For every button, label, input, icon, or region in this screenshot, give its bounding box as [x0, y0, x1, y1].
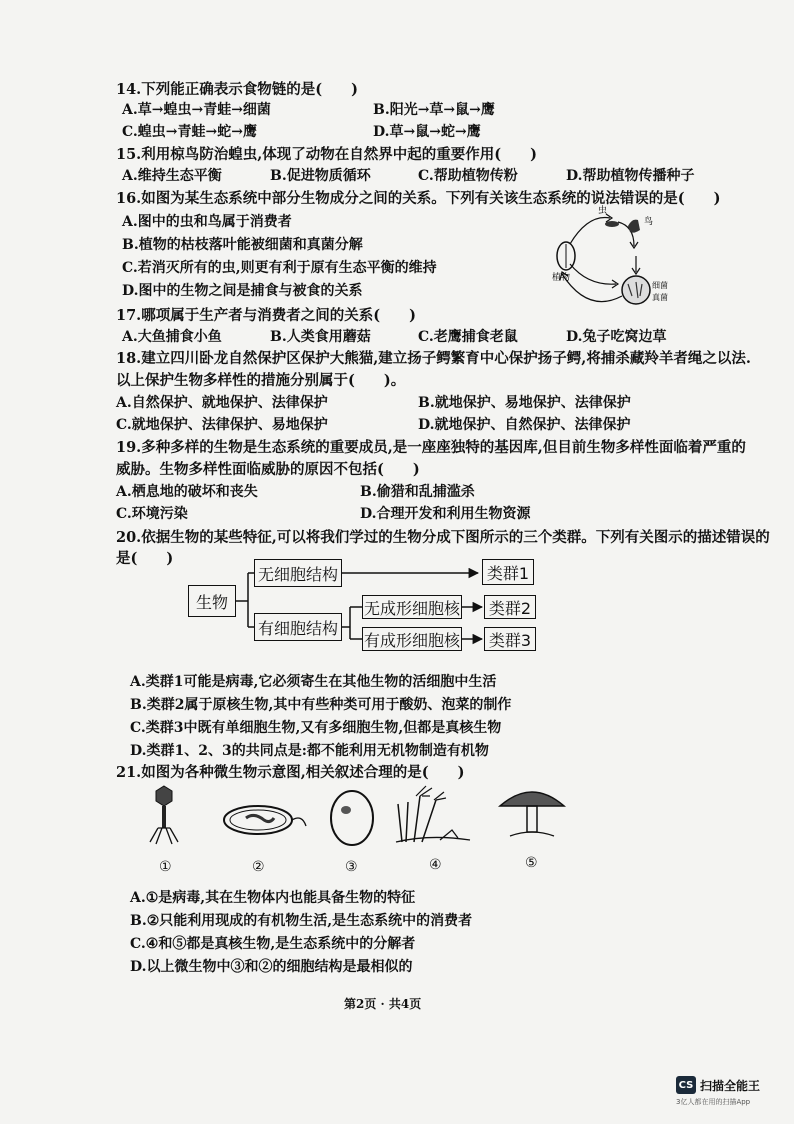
q15-option-d: D.帮助植物传播种子: [566, 168, 695, 184]
question-14-stem: 14.下列能正确表示食物链的是( ): [116, 81, 358, 98]
virus-icon: [150, 786, 178, 844]
q14-option-c: C.蝗虫→青蛙→蛇→鹰: [122, 124, 257, 140]
plant-label: 植物: [552, 273, 571, 283]
q15-option-b: B.促进物质循环: [270, 168, 371, 184]
q16-option-a: A.图中的虫和鸟属于消费者: [122, 214, 292, 230]
q16-option-d: D.图中的生物之间是捕食与被食的关系: [122, 283, 363, 299]
has-nucleus-box: 有成形细胞核: [362, 627, 462, 651]
insect-shape: [605, 221, 619, 227]
bacterium-icon: [224, 806, 306, 834]
q15-option-a: A.维持生态平衡: [122, 168, 222, 184]
q14-option-d: D.草→鼠→蛇→鹰: [373, 124, 481, 140]
q20-option-c: C.类群3中既有单细胞生物,又有多细胞生物,但都是真核生物: [130, 720, 502, 736]
q15-option-c: C.帮助植物传粉: [418, 168, 518, 184]
question-19-stem: 19.多种多样的生物是生态系统的重要成员,是一座座独特的基因库,但目前生物多样性面临着严重的: [116, 439, 746, 456]
microbe-label-2: ②: [252, 859, 265, 875]
decomposer-circle: [622, 276, 650, 304]
q16-option-b: B.植物的枯枝落叶能被细菌和真菌分解: [122, 237, 363, 253]
microbe-label-5: ⑤: [525, 855, 538, 871]
question-20-cont: 是( ): [116, 550, 174, 567]
question-20-stem: 20.依据生物的某些特征,可以将我们学过的生物分成下图所示的三个类群。下列有关图示的描述错误的: [116, 529, 770, 546]
question-19-cont: 威胁。生物多样性面临威胁的原因不包括( ): [116, 461, 420, 478]
page-footer: 第2页 · 共4页: [344, 997, 422, 1011]
has-cell-structure-box: 有细胞结构: [254, 613, 342, 641]
question-18-cont: 以上保护生物多样性的措施分别属于( )。: [116, 372, 406, 389]
question-16-stem: 16.如图为某生态系统中部分生物成分之间的关系。下列有关该生态系统的说法错误的是( ): [116, 190, 721, 207]
q21-option-b: B.②只能利用现成的有机物生活,是生态系统中的消费者: [130, 913, 473, 929]
yeast-icon: [331, 791, 373, 845]
q18-option-d: D.就地保护、自然保护、法律保护: [418, 417, 631, 433]
mushroom-icon: [500, 792, 564, 836]
q17-option-c: C.老鹰捕食老鼠: [418, 329, 518, 345]
question-21-stem: 21.如图为各种微生物示意图,相关叙述合理的是( ): [116, 764, 465, 781]
q17-option-a: A.大鱼捕食小鱼: [122, 329, 222, 345]
q18-option-a: A.自然保护、就地保护、法律保护: [116, 395, 328, 411]
q18-option-c: C.就地保护、法律保护、易地保护: [116, 417, 328, 433]
no-nucleus-box: 无成形细胞核: [362, 595, 462, 619]
q20-option-b: B.类群2属于原核生物,其中有些种类可用于酸奶、泡菜的制作: [130, 697, 512, 713]
q19-option-c: C.环境污染: [116, 506, 188, 522]
group-3-box: 类群3: [484, 627, 536, 651]
q21-option-c: C.④和⑤都是真核生物,是生态系统中的分解者: [130, 936, 416, 952]
scanner-logo-icon: CS: [676, 1076, 696, 1094]
bird-label: 鸟: [644, 217, 654, 227]
q16-option-c: C.若消灭所有的虫,则更有利于原有生态平衡的维持: [122, 260, 437, 276]
q17-option-d: D.兔子吃窝边草: [566, 329, 667, 345]
microbe-label-1: ①: [159, 859, 172, 875]
group-2-box: 类群2: [484, 595, 536, 619]
q21-option-d: D.以上微生物中③和②的细胞结构是最相似的: [130, 959, 413, 975]
decomposer-label-2: 真菌: [652, 293, 668, 302]
q17-option-b: B.人类食用蘑菇: [270, 329, 371, 345]
organisms-box: 生物: [188, 585, 236, 617]
group-1-box: 类群1: [482, 559, 534, 585]
q20-option-d: D.类群1、2、3的共同点是:都不能利用无机物制造有机物: [130, 743, 489, 759]
q14-option-a: A.草→蝗虫→青蛙→细菌: [122, 102, 271, 118]
q14-option-b: B.阳光→草→鼠→鹰: [373, 102, 495, 118]
q18-option-b: B.就地保护、易地保护、法律保护: [418, 395, 631, 411]
q19-option-d: D.合理开发和利用生物资源: [360, 506, 531, 522]
bird-shape: [628, 220, 640, 233]
microbe-label-3: ③: [345, 859, 358, 875]
decomposer-label-1: 细菌: [652, 281, 668, 290]
scanner-name: 扫描全能王: [700, 1078, 761, 1093]
scanner-subtitle: 3亿人都在用的扫描App: [676, 1098, 751, 1106]
question-18-stem: 18.建立四川卧龙自然保护区保护大熊猫,建立扬子鳄繁育中心保护扬子鳄,将捕杀藏羚羊者绳之以法.: [116, 350, 751, 367]
q19-option-b: B.偷猎和乱捕滥杀: [360, 484, 475, 500]
q21-option-a: A.①是病毒,其在生物体内也能具备生物的特征: [130, 890, 416, 906]
scanner-watermark: [676, 1076, 760, 1094]
microbes-figure: [140, 782, 590, 860]
q20-option-a: A.类群1可能是病毒,它必须寄生在其他生物的活细胞中生活: [130, 674, 497, 690]
no-cell-structure-box: 无细胞结构: [254, 559, 342, 587]
q19-option-a: A.栖息地的破坏和丧失: [116, 484, 258, 500]
question-15-stem: 15.利用椋鸟防治蝗虫,体现了动物在自然界中起的重要作用( ): [116, 146, 537, 163]
ecosystem-diagram: [548, 204, 668, 316]
mold-icon: [396, 786, 470, 842]
microbe-label-4: ④: [429, 857, 442, 873]
question-17-stem: 17.哪项属于生产者与消费者之间的关系( ): [116, 307, 416, 324]
insect-label: 虫: [598, 206, 608, 216]
